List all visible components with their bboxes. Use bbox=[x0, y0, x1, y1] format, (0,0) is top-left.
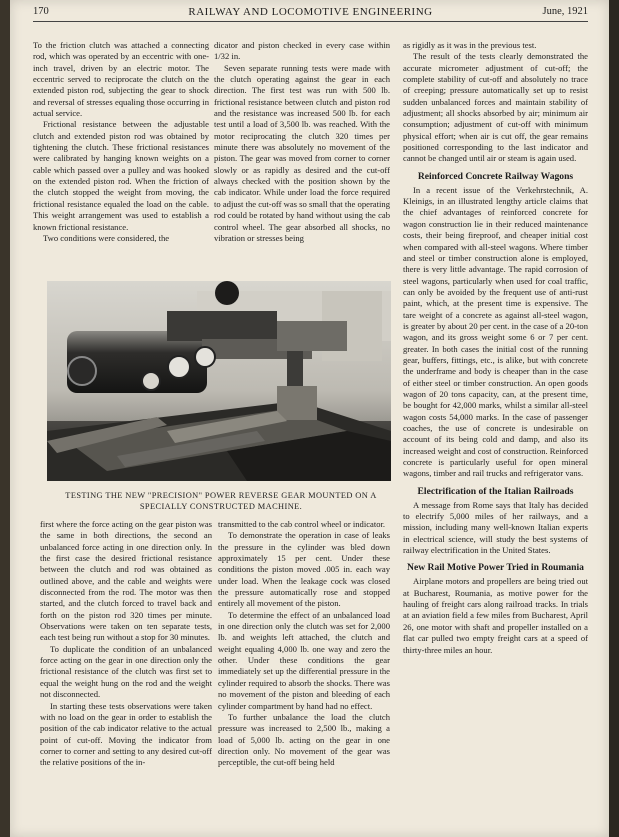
column-2-top bbox=[214, 40, 390, 244]
paragraph: To further unbalance the load the clutch pressure was increased to 2,500 lb., making a load of 5,000 lb. acting on the gear in one direction only. No movement of the gear was perceptible, the cut-off being held bbox=[218, 711, 390, 768]
binding-edge bbox=[0, 0, 10, 837]
paragraph: Frictional resistance between the adjustable clutch and extended piston rod was obtained by tightening the clutch. These frictional resistances were calibrated by hanging known weights on a cable which passed over a pulley and was hooked on the extended piston rod. When the friction of the clutch stopped the weight from moving, the frictional resistance equaled the load on the cable. This weight arrangement was used to establish a known frictional resistance. bbox=[33, 119, 209, 232]
section-heading: New Rail Motive Power Tried in Roumania bbox=[407, 562, 584, 574]
paragraph: To duplicate the condition of an unbalanced force acting on the gear in one direction only the frictional resistance of the clutch was first set to equal the weight hung on the rod and the weight not disconnected. bbox=[40, 643, 212, 700]
paragraph: transmitted to the cab control wheel or indicator. bbox=[218, 519, 386, 529]
paragraph: The result of the tests clearly demonstrated the accurate micrometer adjustment of cut-off; the complete stability of cut-off and absolutely no trace of creeping; pressure automatically set up to resist sudden unbalanced forces and maintain stability of adjustment; all shocks absorbed by air; minimum air consumption; adjustment of cut-off with minimum physical effort; when air is cut off, the gear remains positioned corresponding to the last indicator and cannot be changed until air or steam is again used. bbox=[403, 51, 588, 164]
paragraph: In a recent issue of the Verkehrstechnik, A. Kleinigs, in an illustrated lengthy article claims that the chief advantages of reinforced concrete for wagon construction lie in their reduced maintenance costs, their being fireproof, and cheaper initial cost when compared with all-steel wagons. Where timber and steel or timber construction alone is employed, there is very little advantage. The rapid corrosion of steel wagons, particularly when used for coal traffic, can only be avoided by the frequent use of anti-rust paint, which, at the present time is expensive. The tare weight of a concrete as against all-steel wagon, is greater by about 20 per cent. in the case of a 20-ton wagon, and its gross weight some 6 or 7 per cent. greater. In both cases the initial cost of the running gear, buffers, fittings, etc., is alike, but with concrete the underframe and body is cheaper than in the case of either steel or timber construction. An open goods wagon of 20 tons capacity, can, at the present time, be bought for 42,000 marks, whilst a similar all-steel wagon costs 54,000 marks. In the case of passenger coaches, the use of concrete is undesirable on account of its being cold and damp, and also its increased weight and cost of construction. Reinforced concrete is particularly useful for open mineral wagons, timber and rail trucks and refrigerator vans. bbox=[403, 184, 588, 479]
section-heading: Electrification of the Italian Railroads bbox=[417, 485, 574, 497]
issue-date: June, 1921 bbox=[542, 6, 588, 17]
photo-caption: TESTING THE NEW "PRECISION" POWER REVERSE GEAR MOUNTED ON A SPECIALLY CONSTRUCTED MACHINE. bbox=[65, 491, 377, 511]
section-heading: Reinforced Concrete Railway Wagons bbox=[417, 170, 574, 182]
journal-title: RAILWAY AND LOCOMOTIVE ENGINEERING bbox=[188, 6, 433, 18]
column-3 bbox=[403, 40, 588, 656]
paragraph: In starting these tests observations were taken with no load on the gear in order to establish the position of the cab indicator relative to the actual point of cut-off. Moving the indicator from corner to corner and setting to any desired cut-off the relative positions of the in- bbox=[40, 700, 212, 768]
paragraph: Seven separate running tests were made with the clutch operating against the gear in each direction. The first test was run with 500 lb. frictional resistance between clutch and piston rod and the resistance was increased 500 lb. for each test until a load of 3,500 lb. was reached. With the motor reciprocating the clutch 320 times per minute there was absolutely no movement of the piston. The gear was moved from corner to corner slowly or as rapidly as desired and the cut-off always checked with the position shown by the cab indicator. While under load the force required to adjust the cut-off was so small that the operating rod could be rotated by hand without using the cab control wheel. The gear absorbed all shocks, no vibration or stresses being bbox=[214, 62, 390, 243]
paragraph: as rigidly as it was in the previous test. bbox=[403, 40, 537, 50]
column-1-bottom bbox=[40, 519, 212, 769]
column-1-top bbox=[33, 40, 209, 244]
scan-edge bbox=[609, 0, 619, 837]
paragraph: dicator and piston checked in every case within 1/32 in. bbox=[214, 40, 390, 62]
paragraph: Airplane motors and propellers are being tried out at Bucharest, Roumania, as motive power for the hauling of freight cars along railroad tracks. In trials at an aviation field a few miles from Bucharest, April 26, one motor with shaft and propeller installed on a flat car pulled two empty freight cars at a speed of thirty-three miles an hour. bbox=[403, 576, 588, 655]
paragraph: To demonstrate the operation in case of leaks the pressure in the cylinder was bled down approximately 15 per cent. Under these conditions the piston moved .005 in. each way under load. When the leakage cock was closed the pressure automatically rose and stopped entirely all movement of the piston. bbox=[218, 530, 390, 609]
column-2-bottom bbox=[218, 519, 390, 769]
paragraph: Two conditions were considered, the bbox=[43, 232, 170, 243]
paragraph: To the friction clutch was attached a connecting rod, which was operated by an eccentric with one-inch travel, driven by an electric motor. The eccentric served to reciprocate the clutch on the extended piston rod, subjecting the gear to shock and reversal of stresses equaling those occurring in actual service. bbox=[33, 40, 209, 119]
header-rule bbox=[33, 21, 588, 22]
paragraph: A message from Rome says that Italy has decided to electrify 5,000 miles of her railways, and a mission, including many well-known Italian experts in electrical science, will study the best systems of railway electrification in the United States. bbox=[403, 499, 588, 556]
page-number: 170 bbox=[33, 6, 49, 17]
paragraph: first where the force acting on the gear piston was the same in both directions, the second an unbalanced force acting in one direction only. In the first case the desired frictional resistance between the clutch and rod was obtained as outlined above, and the cable and weights were disconnected from the rod. The motor was then started, and the clutch forced to travel back and forth on the piston rod 320 times per minute. Observations were taken on ten separate tests, each test being run without a stop for 30 minutes. bbox=[40, 519, 212, 643]
paragraph: To determine the effect of an unbalanced load in one direction only the clutch was set for 2,000 lb. and weights left attached, the clutch and weight equaling 4,000 lb. one way and zero the other. Under these conditions the gear immediately set up the differential pressure in the cylinder required to absorb the shocks. There was no movement of the piston and bleeding of each cylinder compartment by hand had no effect. bbox=[218, 609, 390, 711]
machine-photograph bbox=[47, 281, 391, 481]
